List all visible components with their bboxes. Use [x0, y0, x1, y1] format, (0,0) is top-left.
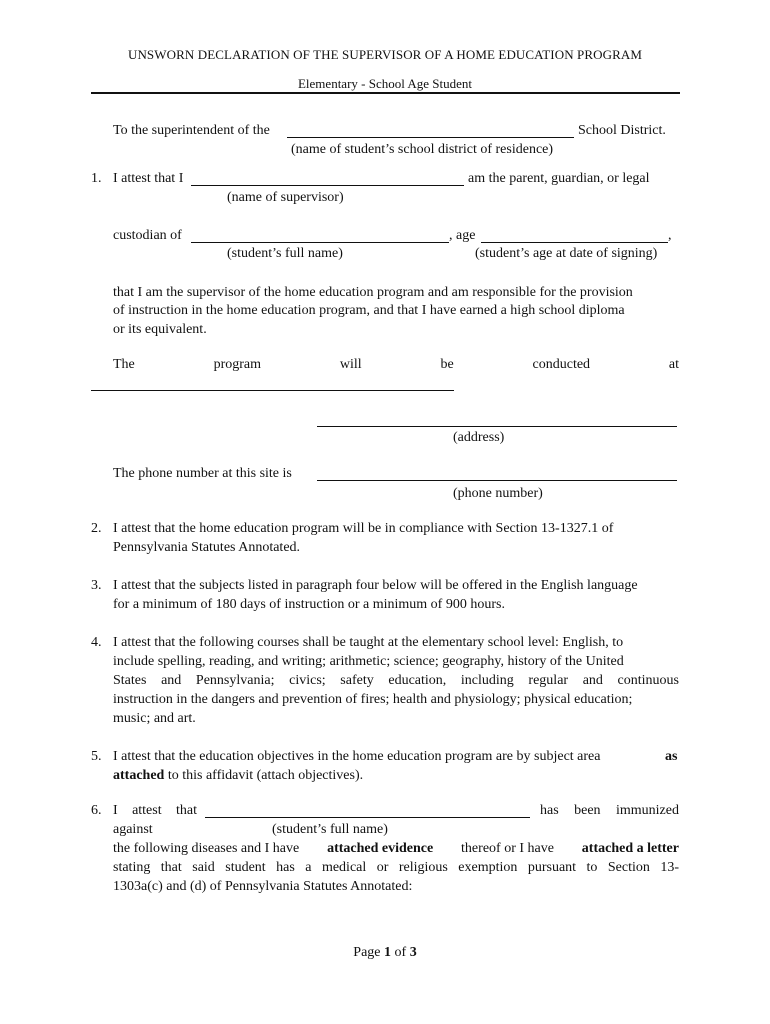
- program-location-line: [113, 357, 679, 373]
- item-3-number: 3.: [91, 578, 102, 593]
- document-subtitle: Elementary - School Age Student: [297, 76, 473, 91]
- item-2-number: 2.: [91, 521, 102, 536]
- item-6-line-3-a: the following diseases and I have: [113, 841, 300, 856]
- item-6-bold-attached-letter: attached a letter: [581, 841, 679, 856]
- item-6-bold-attached-evidence: attached evidence: [327, 841, 434, 856]
- item-1-para-line-2: of instruction in the home education program, and that I have earned a high school diploma: [113, 303, 625, 318]
- school-district-field[interactable]: [287, 137, 574, 138]
- item-6-word: immunized: [615, 803, 679, 818]
- item-5-line-2: to this affidavit (attach objectives).: [167, 768, 364, 783]
- page-current: 1: [384, 945, 392, 960]
- supervisor-name-field[interactable]: [191, 185, 464, 186]
- item-6-against: against: [113, 822, 153, 837]
- phone-number-field[interactable]: [317, 480, 677, 481]
- page-total: 3: [409, 945, 417, 960]
- item-6-student-caption: (student’s full name): [272, 822, 388, 837]
- item-4-line-4: instruction in the dangers and prevention of fires; health and physiology; physical education;: [113, 692, 633, 707]
- program-word: The: [113, 357, 135, 372]
- program-word: at: [668, 357, 679, 372]
- item-6-words-a: [113, 803, 197, 819]
- item-2-line-1: I attest that the home education program will be in compliance with Section 13-1327.1 of: [113, 521, 614, 536]
- item-4-line-3: States and Pennsylvania; civics; safety education, including regular and continuous: [113, 673, 679, 688]
- item-3-line-2: for a minimum of 180 days of instruction or a minimum of 900 hours.: [113, 597, 505, 612]
- item-4-line-5: music; and art.: [113, 711, 196, 726]
- of-word: of: [394, 945, 407, 960]
- immunized-student-field[interactable]: [205, 817, 530, 818]
- item-5-bold-attached: attached: [113, 768, 165, 783]
- intro-suffix: School District.: [578, 123, 666, 138]
- address-caption: (address): [453, 430, 505, 445]
- custodian-prefix: custodian of: [113, 228, 182, 243]
- item-1-suffix: am the parent, guardian, or legal: [468, 171, 650, 186]
- program-word: be: [440, 357, 454, 372]
- item-5-line-2-row: [113, 768, 363, 784]
- item-6-line-3: [113, 841, 679, 857]
- item-6-line-4-row: [113, 860, 679, 876]
- document-title: UNSWORN DECLARATION OF THE SUPERVISOR OF A HOME EDUCATION PROGRAM: [127, 47, 643, 62]
- item-6-word: I: [113, 803, 118, 818]
- age-suffix: ,: [668, 228, 672, 243]
- item-4-line-1: I attest that the following courses shall be taught at the elementary school level: English, to: [113, 635, 624, 650]
- item-4-line-2: include spelling, reading, and writing; arithmetic; science; geography, history of the United: [113, 654, 624, 669]
- item-6-number: 6.: [91, 803, 102, 818]
- header-divider: [91, 92, 680, 94]
- item-6-word: that: [176, 803, 197, 818]
- item-4-line-3-row: [113, 673, 679, 689]
- school-district-caption: (name of student’s school district of residence): [291, 142, 554, 157]
- item-1-para-line-1: that I am the supervisor of the home education program and am responsible for the provision: [113, 285, 633, 300]
- item-1-prefix: I attest that I: [113, 171, 184, 186]
- item-6-line-4: stating that said student has a medical or religious exemption pursuant to Section 13-: [113, 860, 679, 875]
- supervisor-caption: (name of supervisor): [227, 190, 344, 205]
- item-6-word: has: [540, 803, 559, 818]
- item-1-number: 1.: [91, 171, 102, 186]
- item-6-line-3-b: thereof or I have: [461, 841, 554, 856]
- item-2-line-2: Pennsylvania Statutes Annotated.: [113, 540, 301, 555]
- item-5-number: 5.: [91, 749, 102, 764]
- program-word: will: [339, 357, 362, 372]
- page-word: Page: [353, 945, 381, 960]
- address-field[interactable]: [317, 426, 677, 427]
- item-5-line-1: I attest that the education objectives in the home education program are by subject area: [113, 749, 601, 764]
- student-age-field[interactable]: [481, 242, 668, 243]
- phone-prefix: The phone number at this site is: [113, 466, 292, 481]
- program-word: program: [213, 357, 262, 372]
- item-6-word: been: [574, 803, 601, 818]
- age-prefix: , age: [449, 228, 476, 243]
- item-6-word: attest: [132, 803, 162, 818]
- item-3-line-1: I attest that the subjects listed in paragraph four below will be offered in the English language: [113, 578, 638, 593]
- item-6-line-5: 1303a(c) and (d) of Pennsylvania Statutes Annotated:: [113, 879, 413, 894]
- student-age-caption: (student’s age at date of signing): [475, 246, 658, 261]
- page-number: [0, 945, 770, 961]
- student-name-field[interactable]: [191, 242, 449, 243]
- intro-prefix: To the superintendent of the: [113, 123, 270, 138]
- item-1-para-line-3: or its equivalent.: [113, 322, 207, 337]
- item-4-number: 4.: [91, 635, 102, 650]
- item-5-bold-as: as: [665, 749, 678, 764]
- program-location-field[interactable]: [91, 390, 454, 391]
- student-name-caption: (student’s full name): [227, 246, 343, 261]
- program-word: conducted: [532, 357, 591, 372]
- phone-caption: (phone number): [453, 486, 543, 501]
- item-6-words-b: [540, 803, 679, 819]
